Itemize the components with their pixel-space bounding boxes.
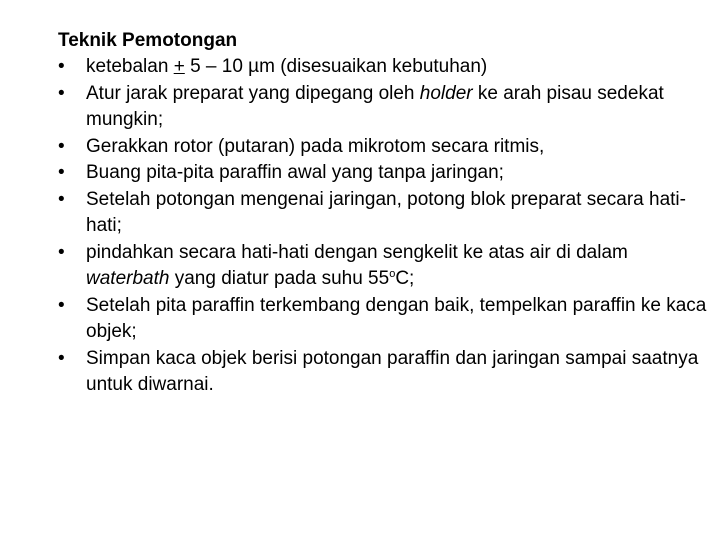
slide-content bbox=[58, 27, 713, 399]
bullet-icon: • bbox=[58, 347, 65, 369]
list-item bbox=[58, 240, 713, 293]
bullet-icon: • bbox=[58, 135, 65, 157]
list-item bbox=[58, 81, 713, 134]
bullet-icon: • bbox=[58, 162, 65, 183]
list-item-text: ke arah pisau sedekat mungkin; bbox=[86, 82, 664, 130]
list-item bbox=[58, 293, 713, 346]
list-item-text: C; bbox=[395, 268, 415, 289]
list-item-text: pindahkan secara hati-hati dengan sengkelit ke atas air di dalam bbox=[86, 241, 628, 263]
list-item bbox=[58, 346, 713, 399]
list-item-text: Atur jarak preparat yang dipegang oleh bbox=[86, 82, 420, 104]
list-item-text: + bbox=[173, 56, 185, 77]
bullet-icon: • bbox=[58, 56, 65, 77]
list-item-text: Setelah pita paraffin terkembang dengan baik, tempelkan paraffin ke kaca objek; bbox=[86, 294, 707, 342]
list-item-text: holder bbox=[419, 82, 473, 104]
list-item bbox=[58, 160, 713, 187]
list-item-text: 5 – 10 µm (disesuaikan kebutuhan) bbox=[184, 56, 488, 77]
list-item-text: Gerakkan rotor (putaran) pada mikrotom secara ritmis, bbox=[86, 135, 545, 157]
list-item-text: yang diatur pada suhu 55 bbox=[169, 268, 390, 289]
bullet-icon: • bbox=[58, 294, 65, 316]
bullet-icon: • bbox=[58, 188, 65, 210]
list-item-text: waterbath bbox=[86, 268, 170, 289]
bullet-icon: • bbox=[58, 82, 65, 104]
list-item-text: Simpan kaca objek berisi potongan paraffin dan jaringan sampai saatnya untuk diwarnai. bbox=[86, 347, 699, 395]
list-item-text: Setelah potongan mengenai jaringan, potong blok preparat secara hati-hati; bbox=[86, 188, 686, 236]
list-item-text: Buang pita-pita paraffin awal yang tanpa jaringan; bbox=[86, 162, 504, 183]
list-item-text: ketebalan bbox=[86, 56, 174, 77]
list-item bbox=[58, 134, 713, 161]
bullet-icon: • bbox=[58, 241, 65, 263]
list-item bbox=[58, 187, 713, 240]
list-item-text: o bbox=[389, 268, 396, 280]
list-item bbox=[58, 54, 713, 81]
slide-title: Teknik Pemotongan bbox=[58, 30, 238, 51]
bullet-list bbox=[58, 54, 713, 399]
